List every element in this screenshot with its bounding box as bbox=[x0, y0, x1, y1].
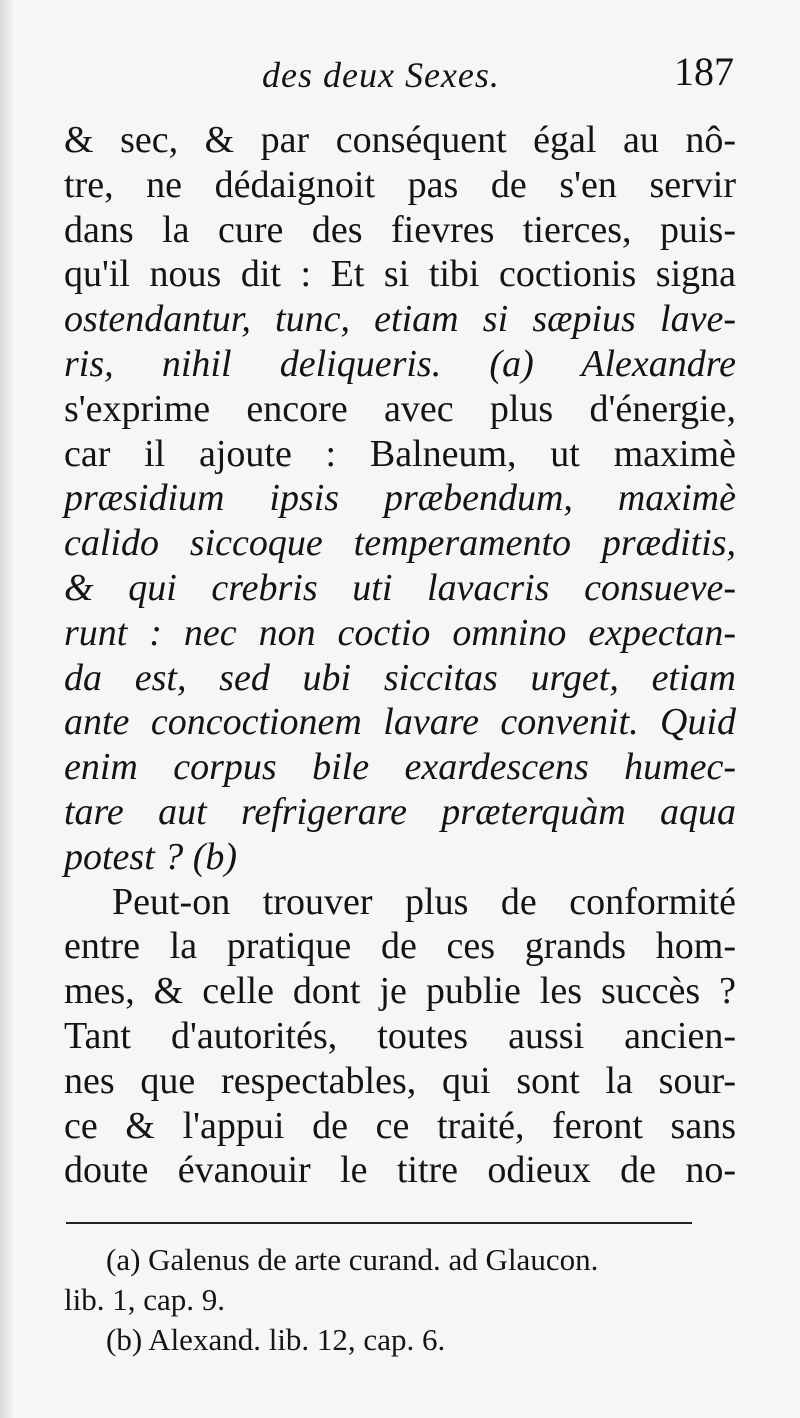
text-line: qu'il nous dit : Et si tibi coctionis signa bbox=[64, 253, 736, 296]
text-line: & sec, & par conséquent égal au nô- bbox=[64, 119, 736, 161]
text-line: s'exprime encore avec plus d'énergie, bbox=[64, 387, 736, 430]
footnote-line: lib. 1, cap. 9. bbox=[64, 1282, 225, 1317]
page-number: 187 bbox=[674, 49, 734, 94]
text-line: ante concoctionem lavare convenit. Quid bbox=[64, 701, 736, 744]
text-line: dans la cure des fievres tierces, puis- bbox=[64, 208, 736, 251]
text-line: tre, ne dédaignoit pas de s'en servir bbox=[64, 163, 736, 206]
body-text bbox=[64, 118, 736, 1193]
page-header bbox=[0, 44, 800, 104]
text-line: car il ajoute : Balneum, ut maximè bbox=[64, 432, 736, 475]
page-edge-shadow bbox=[0, 0, 14, 1418]
text-line: & qui crebris uti lavacris consueve- bbox=[64, 566, 736, 609]
text-line: runt : nec non coctio omnino expectan- bbox=[64, 611, 736, 654]
footnote-line: (b) Alexand. lib. 12, cap. 6. bbox=[106, 1322, 446, 1357]
footnote-line: (a) Galenus de arte curand. ad Glaucon. bbox=[106, 1242, 599, 1277]
text-line: Peut-on trouver plus de conformité bbox=[112, 880, 736, 923]
text-line: potest ? (b) bbox=[64, 835, 238, 878]
text-line: ris, nihil deliqueris. (a) Alexandre bbox=[64, 342, 736, 385]
footnotes bbox=[64, 1240, 736, 1360]
text-line: mes, & celle dont je publie les succès ? bbox=[64, 970, 736, 1013]
text-line: tare aut refrigerare præterquàm aqua bbox=[64, 790, 736, 833]
footnote-rule bbox=[66, 1222, 692, 1224]
text-line: entre la pratique de ces grands hom- bbox=[64, 925, 736, 968]
running-head: des deux Sexes. bbox=[262, 55, 500, 95]
text-line: ce & l'appui de ce traité, feront sans bbox=[64, 1104, 736, 1147]
text-line: nes que respectables, qui sont la sour- bbox=[64, 1059, 736, 1102]
text-line: Tant d'autorités, toutes aussi ancien- bbox=[64, 1014, 736, 1057]
text-line: præsidium ipsis præbendum, maximè bbox=[64, 477, 736, 520]
text-line: doute évanouir le titre odieux de no- bbox=[64, 1149, 736, 1192]
text-line: enim corpus bile exardescens humec- bbox=[64, 746, 736, 789]
text-line: da est, sed ubi siccitas urget, etiam bbox=[64, 656, 736, 699]
text-line: ostendantur, tunc, etiam si sæpius lave- bbox=[64, 298, 736, 341]
text-line: calido siccoque temperamento præditis, bbox=[64, 522, 736, 565]
